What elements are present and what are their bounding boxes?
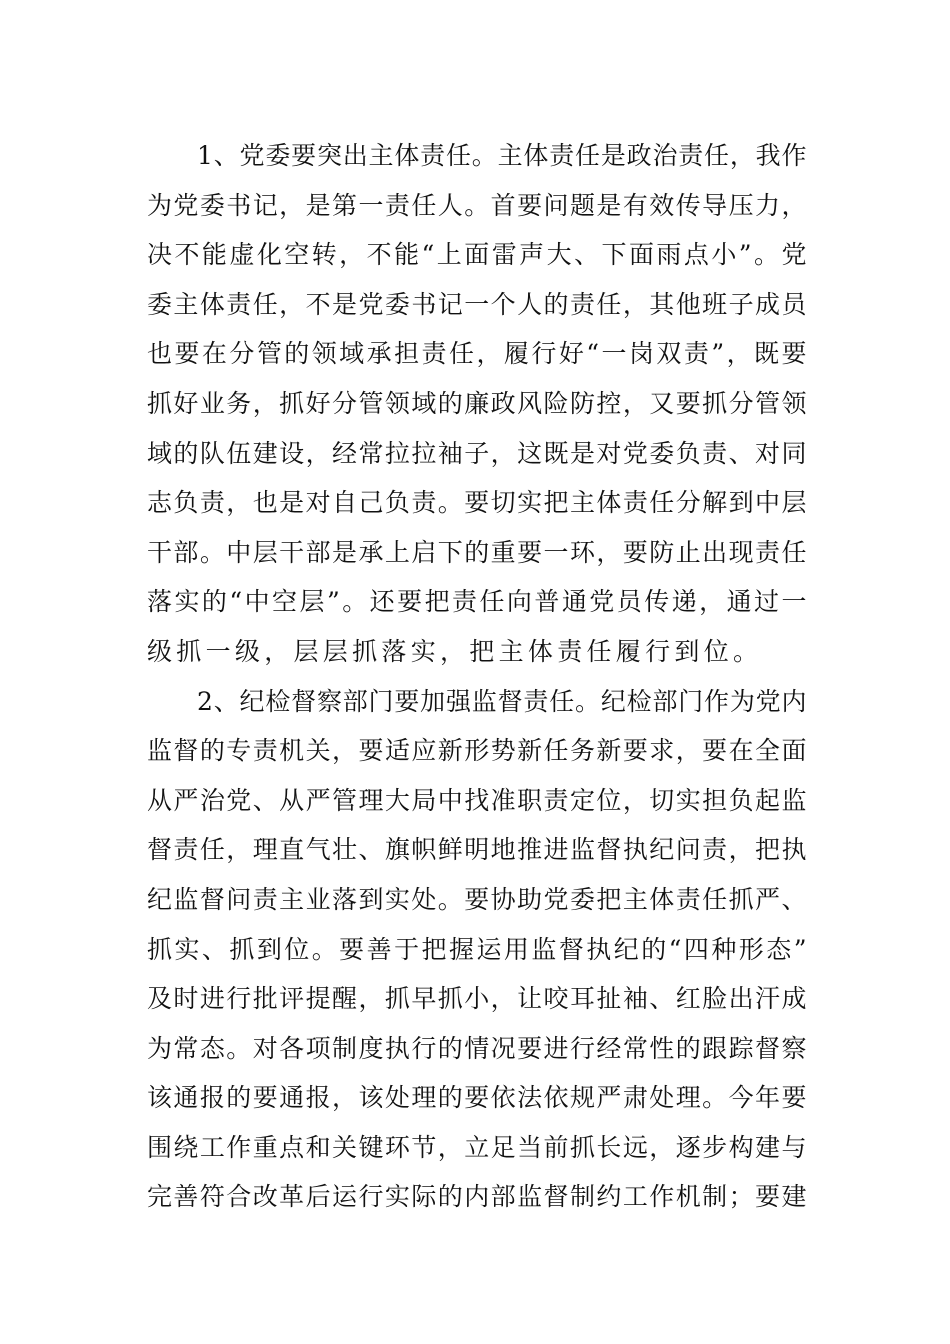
text-line: 落实的“中空层”。还要把责任向普通党员传递，通过一: [147, 587, 807, 617]
text-line: 1、党委要突出主体责任。主体责任是政治责任，我作: [197, 141, 807, 170]
text-line: 志负责，也是对自己负责。要切实把主体责任分解到中层: [147, 488, 807, 518]
text-line: 2、纪检督察部门要加强监督责任。纪检部门作为党内: [197, 686, 807, 716]
text-line: 决不能虚化空转，不能“上面雷声大、下面雨点小”。党: [147, 240, 807, 270]
text-line: 完善符合改革后运行实际的内部监督制约工作机制；要建: [147, 1182, 807, 1212]
text-line: 干部。中层干部是承上启下的重要一环，要防止出现责任: [147, 537, 807, 567]
text-line: 委主体责任，不是党委书记一个人的责任，其他班子成员: [147, 289, 807, 319]
text-line: 域的队伍建设，经常拉拉袖子，这既是对党委负责、对同: [147, 438, 807, 468]
text-line: 纪监督问责主业落到实处。要协助党委把主体责任抓严、: [147, 884, 807, 914]
text-line: 也要在分管的领域承担责任，履行好“一岗双责”，既要: [147, 339, 807, 369]
text-line: 级抓一级，层层抓落实，把主体责任履行到位。: [147, 636, 763, 666]
text-line: 及时进行批评提醒，抓早抓小，让咬耳扯袖、红脸出汗成: [147, 984, 807, 1014]
text-line: 抓实、抓到位。要善于把握运用监督执纪的“四种形态”: [147, 934, 807, 964]
text-line: 督责任，理直气壮、旗帜鲜明地推进监督执纪问责，把执: [147, 835, 807, 865]
text-line: 抓好业务，抓好分管领域的廉政风险防控，又要抓分管领: [147, 388, 807, 418]
text-line: 监督的专责机关，要适应新形势新任务新要求，要在全面: [147, 736, 807, 766]
text-line: 该通报的要通报，该处理的要依法依规严肃处理。今年要: [147, 1083, 807, 1113]
paragraph-party-committee-responsibility: [147, 131, 807, 677]
text-line: 为党委书记，是第一责任人。首要问题是有效传导压力，: [147, 190, 807, 220]
document-body: [147, 131, 807, 1222]
text-line: 为常态。对各项制度执行的情况要进行经常性的跟踪督察: [147, 1033, 807, 1063]
paragraph-discipline-supervision: [147, 677, 807, 1223]
text-line: 围绕工作重点和关键环节，立足当前抓长远，逐步构建与: [147, 1132, 807, 1162]
text-line: 从严治党、从严管理大局中找准职责定位，切实担负起监: [147, 785, 807, 815]
